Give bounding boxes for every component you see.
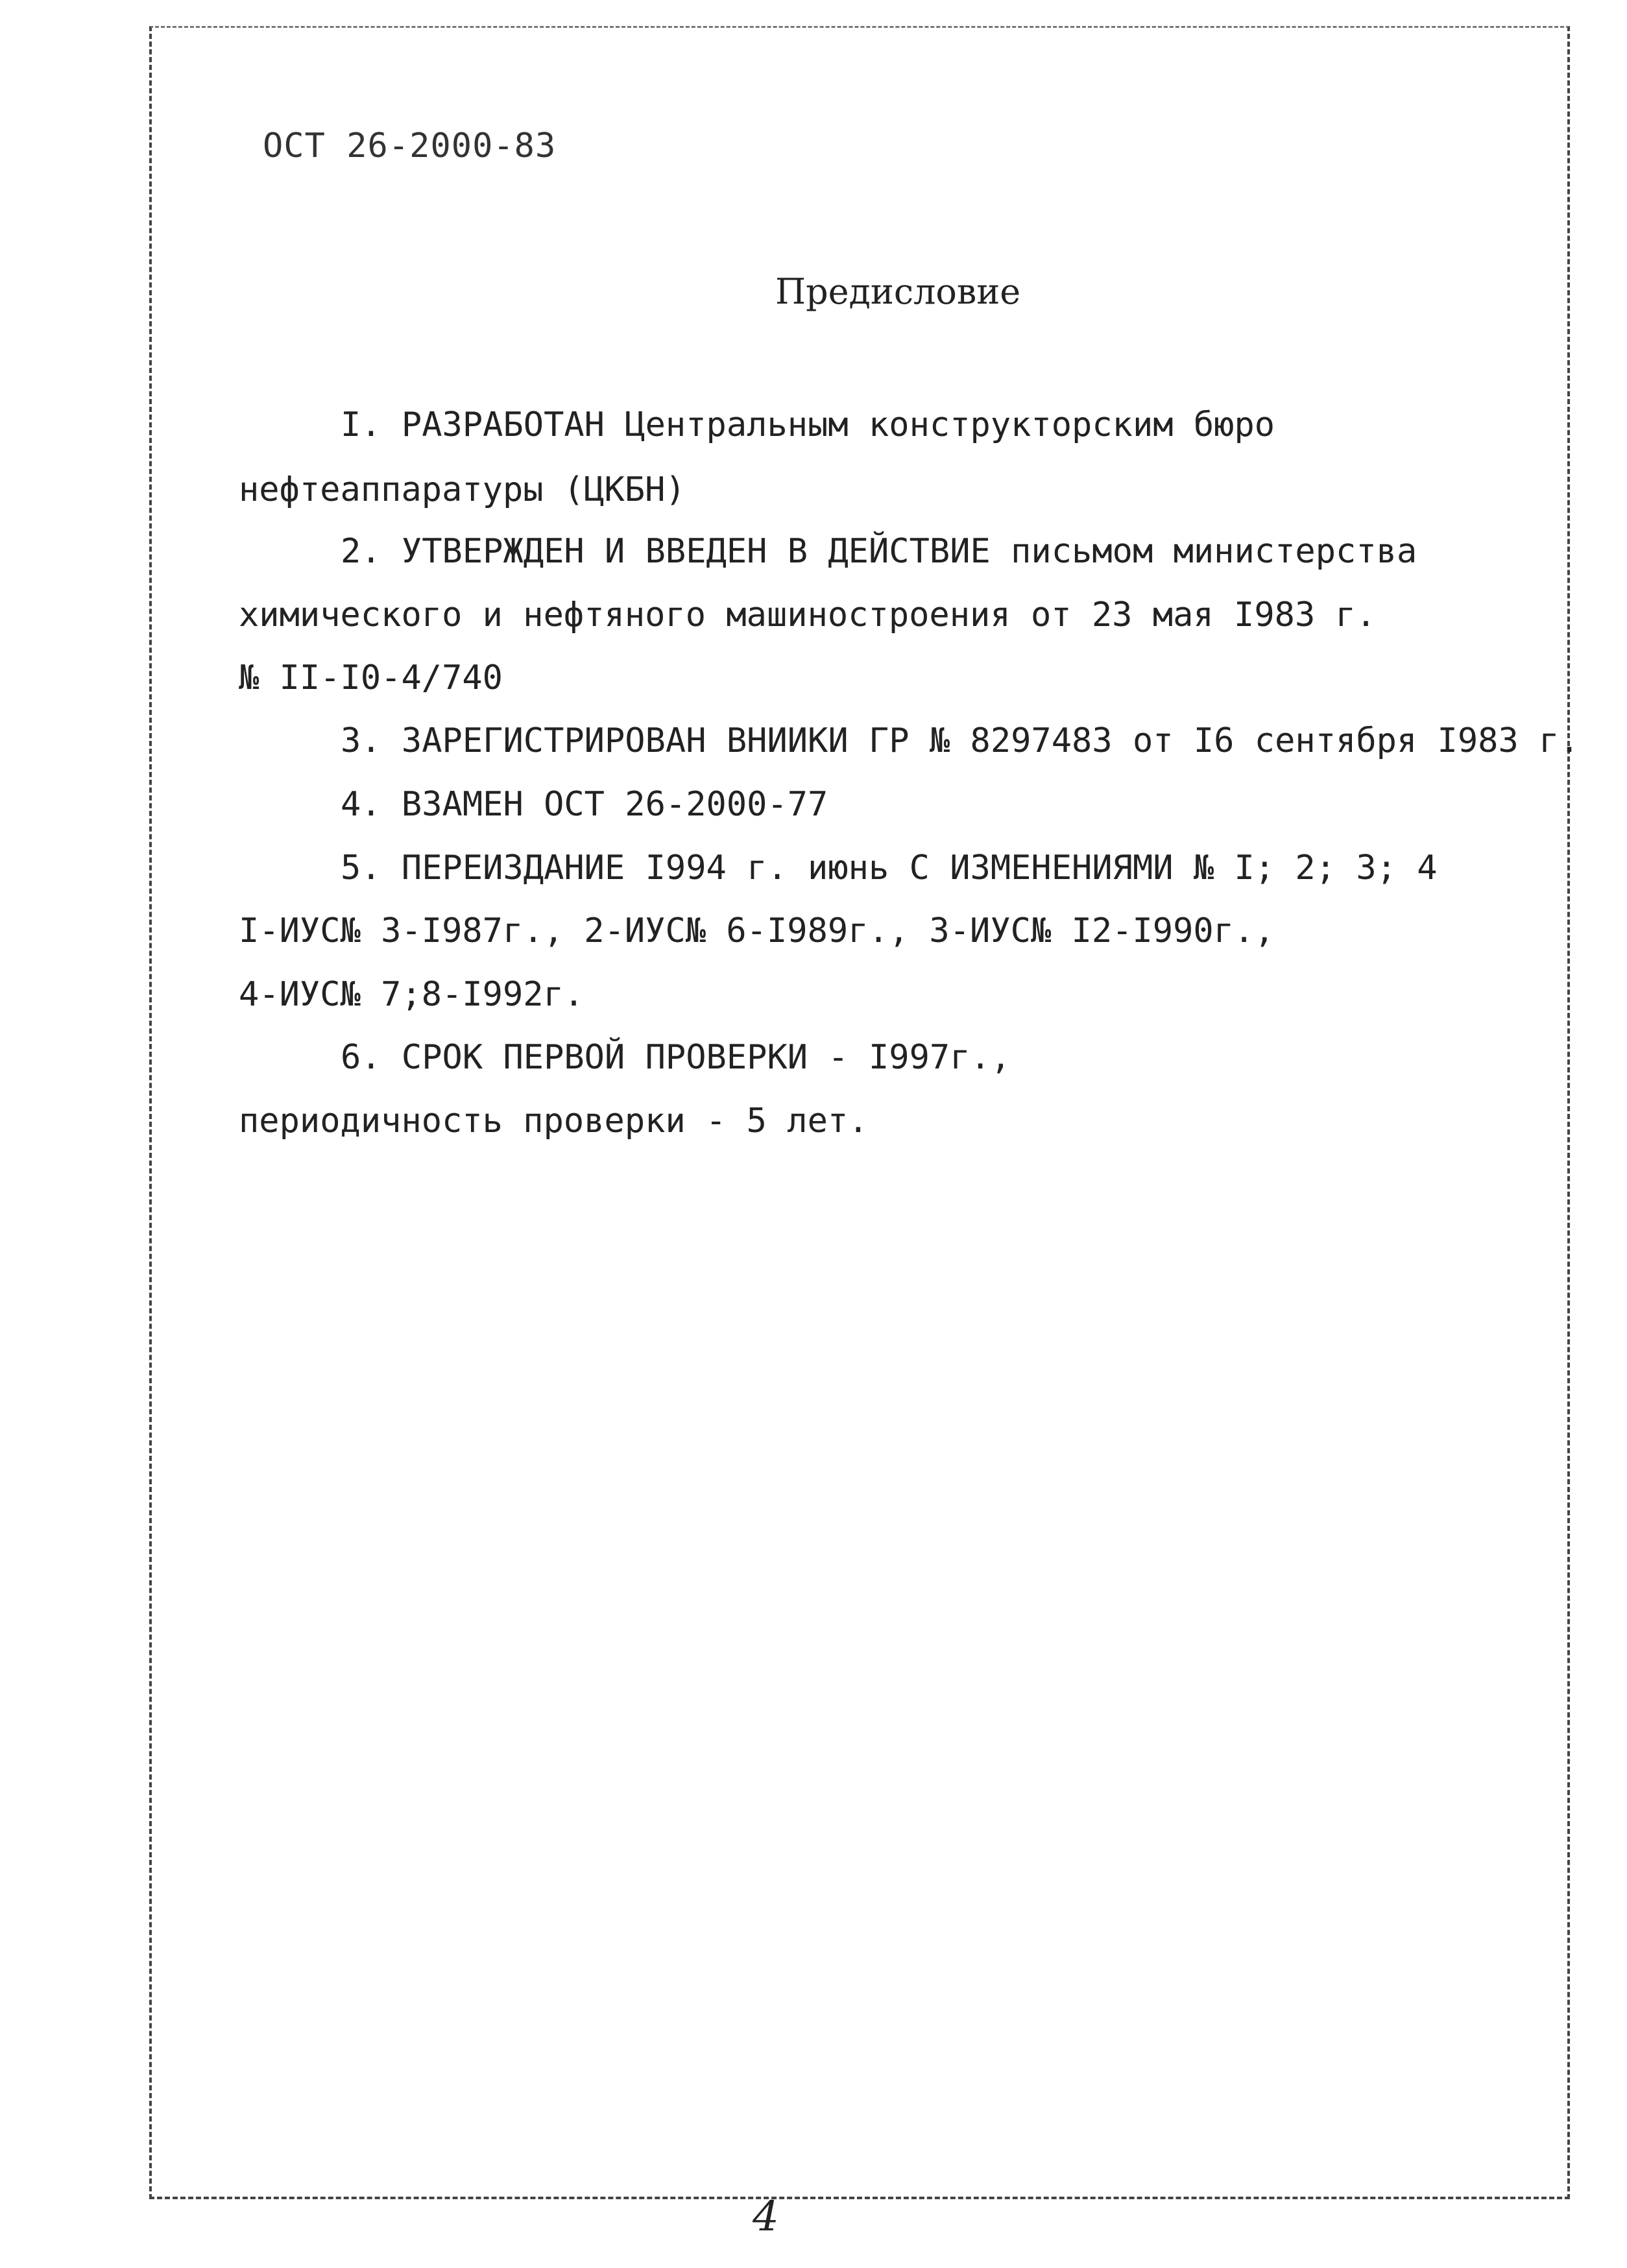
item-4-line-1: 4. ВЗАМЕН ОСТ 26-2000-77 (341, 785, 828, 824)
item-3-line-1: 3. ЗАРЕГИСТРИРОВАН ВНИИКИ ГР № 8297483 от I6 сентября I983 г. (341, 721, 1580, 760)
item-5-line-3: 4-ИУС№ 7;8-I992г. (239, 975, 585, 1014)
item-5-line-1: 5. ПЕРЕИЗДАНИЕ I994 г. июнь С ИЗМЕНЕНИЯМИ № I; 2; 3; 4 (341, 849, 1438, 887)
item-2-line-2: химического и нефтяного машиностроения от 23 мая I983 г. (239, 596, 1377, 634)
item-2-line-3: № II-I0-4/740 (239, 658, 503, 697)
item-5-line-2: I-ИУС№ 3-I987г., 2-ИУС№ 6-I989г., 3-ИУС№ I2-I990г., (239, 911, 1275, 950)
item-6-line-1: 6. СРОК ПЕРВОЙ ПРОВЕРКИ - I997г., (341, 1038, 1011, 1077)
item-6-line-2: периодичность проверки - 5 лет. (239, 1102, 869, 1140)
page-heading: Предисловие (775, 271, 1021, 312)
item-2-line-1: 2. УТВЕРЖДЕН И ВВЕДЕН В ДЕЙСТВИЕ письмом министерства (341, 532, 1417, 571)
item-1-line-1: I. РАЗРАБОТАН Центральным конструкторским бюро (341, 405, 1275, 444)
page-number: 4 (753, 2193, 779, 2241)
document-code: ОСТ 26-2000-83 (263, 127, 557, 165)
item-1-line-2: нефтеаппаратуры (ЦКБН) (239, 470, 686, 509)
